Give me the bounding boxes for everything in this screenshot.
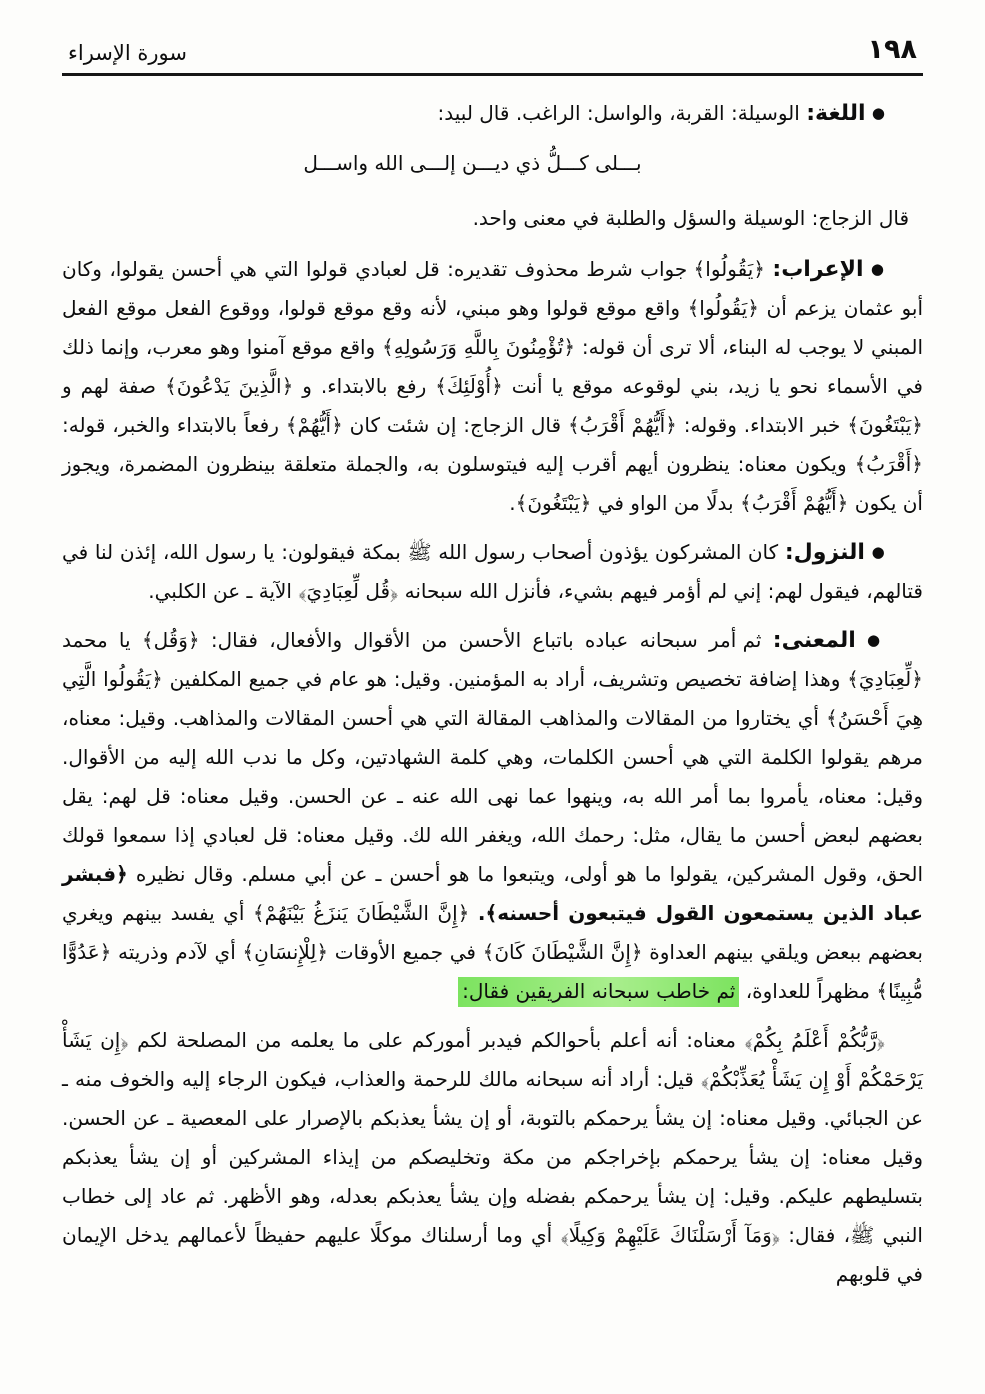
irab-section: [62, 250, 923, 523]
meaning-section-body-2: ﴿إِنَّ الشَّيْطَانَ يَنزَغُ بَيْنَهُمْ﴾ أي يفسد بينهم ويغري بعضهم ببعض ويلقي بينهم العداوة ﴿إِنَّ الشَّيْطَانَ كَانَ﴾ في جميع الأوقات ﴿لِلْإِنسَانِ﴾ أي لآدم وذريته ﴿عَدُوًّا مُّبِينًا﴾ مظهراً للعداوة،: [62, 901, 923, 1003]
rabbukum-paragraph-body: ﴿رَّبُّكُمْ أَعْلَمُ بِكُمْ﴾ معناه: أنه أعلم بأحوالكم فيدبر أموركم على ما يعلمه من المصلحة لكم ﴿إِن يَشَأْ يَرْحَمْكُمْ أَوْ إِن يَشَأْ يُعَذِّبْكُمْ﴾ قيل: أراد أنه سبحانه مالك للرحمة والعذاب، فيكون الرجاء إليه والخوف منه ـ عن الجبائي. وقيل معناه: إن يشأ يرحمكم بالتوبة، أو إن يشأ يعذبكم بالإصرار على المعصية ـ عن الحسن. وقيل معناه: إن يشأ يرحمكم بإخراجكم من مكة وتخليصكم من إيذاء المشركين أو إن يشأ يعذبكم بتسليطهم عليكم. وقيل: إن يشأ يرحمكم بفضله وإن يشأ يعذبكم بعدله، وهو الأظهر. ثم عاد إلى خطاب النبي ﷺ، فقال: ﴿وَمَآ أَرْسَلْنَاكَ عَلَيْهِمْ وَكِيلًا﴾ أي وما أرسلناك موكلًا عليهم حفيظاً لأعمالهم يدخل الإيمان في قلوبهم: [62, 1028, 923, 1286]
language-section: [62, 94, 923, 133]
meaning-section-title: المعنى:: [772, 628, 856, 653]
page-number: ١٩٨: [867, 34, 917, 65]
highlighted-phrase: ثم خاطب سبحانه الفريقين فقال:: [458, 977, 739, 1007]
bold-quran-quote: ﴿فبشر عباد الذين يستمعون القول فيتبعون أحسنه﴾.: [62, 862, 924, 925]
header-rule: [62, 73, 923, 76]
rabbukum-paragraph: [62, 1021, 923, 1294]
meaning-section: [62, 621, 923, 1011]
section-bullet-icon: ●: [867, 631, 886, 649]
section-bullet-icon: ●: [870, 260, 886, 278]
surah-title: سورة الإسراء: [68, 41, 187, 65]
irab-section-body: ﴿يَقُولُوا﴾ جواب شرط محذوف تقديره: قل لعبادي قولوا التي هي أحسن يقولوا، وكان أبو عثمان يزعم أن ﴿يَقُولُوا﴾ واقع موقع قولوا وهو مبني، لأنه وقع موقع قولوا، ووقوع الفعل موقع الفعل المبني لا يوجب له البناء، ألا ترى أن قوله: ﴿تُؤْمِنُونَ بِاللَّهِ وَرَسُولِهِ﴾ واقع موقع آمنوا وهو معرب، وإنما ذلك في الأسماء نحو يا زيد، بني لوقوعه موقع يا أنت ﴿أُوْلَئِكَ﴾ رفع بالابتداء. و ﴿الَّذِينَ يَدْعُونَ﴾ صفة لهم و ﴿يَبْتَغُونَ﴾ خبر الابتداء. وقوله: ﴿أَيُّهُمْ أَقْرَبُ﴾ قال الزجاج: إن شئت كان ﴿أَيُّهُمْ﴾ رفعاً بالابتداء والخبر، قوله: ﴿أَقْرَبُ﴾ ويكون معناه: ينظرون أيهم أقرب إليه فيتوسلون به، والجملة متعلقة بينظرون المضمرة، ويجوز أن يكون ﴿أَيُّهُمْ أَقْرَبُ﴾ بدلًا من الواو في ﴿يَبْتَغُونَ﴾.: [62, 257, 924, 515]
poetry-verse: بـــلى كـــلُّ ذي ديـــن إلـــى الله واســـل: [303, 151, 642, 175]
language-section-title: اللغة:: [806, 101, 866, 126]
section-bullet-icon: ●: [871, 104, 885, 122]
zajjaj-line: قال الزجاج: الوسيلة والسؤل والطلبة في معنى واحد.: [472, 206, 909, 230]
nuzul-section-title: النزول:: [784, 540, 865, 565]
language-section-body: الوسيلة: القربة، والواسل: الراغب. قال لبيد:: [437, 101, 800, 125]
section-bullet-icon: ●: [871, 543, 886, 561]
nuzul-section: [62, 533, 923, 611]
nuzul-section-body: كان المشركون يؤذون أصحاب رسول الله ﷺ بمكة فيقولون: يا رسول الله، إئذن لنا في قتالهم، فيقول لهم: إني لم أؤمر فيهم بشيء، فأنزل الله سبحانه ﴿قُل لِّعِبَادِيَ﴾ الآية ـ عن الكلبي.: [62, 540, 923, 603]
irab-section-title: الإعراب:: [772, 257, 864, 282]
meaning-section-body-1: ثم أمر سبحانه عباده باتباع الأحسن من الأقوال والأفعال، فقال: ﴿وَقُل﴾ يا محمد ﴿لِّعِبَادِيَ﴾ وهذا إضافة تخصيص وتشريف، أراد به المؤمنين. وقيل: هو عام في جميع المكلفين ﴿يَقُولُوا الَّتِي هِيَ أَحْسَنُ﴾ أي يختاروا من المقالات والمذاهب المقالة التي هي أحسن المقالات والمذاهب. وقيل: معناه، مرهم يقولوا الكلمة التي هي أحسن الكلمات، وهي كلمة الشهادتين، وكل ما ندب الله إليه من الأقوال. وقيل: معناه، يأمروا بما أمر الله به، وينهوا عما نهى الله عنه ـ عن الحسن. وقيل معناه: قل لهم: يقل بعضهم لبعض أحسن ما يقال، مثل: رحمك الله، ويغفر الله لك. وقيل معناه: قل لعبادي إذا سمعوا قولك الحق، وقول المشركين، يقولوا ما هو أولى، ويتبعوا ما هو أحسن ـ عن أبي مسلم. وقال نظيره: [62, 628, 923, 886]
page-header: [62, 30, 923, 73]
